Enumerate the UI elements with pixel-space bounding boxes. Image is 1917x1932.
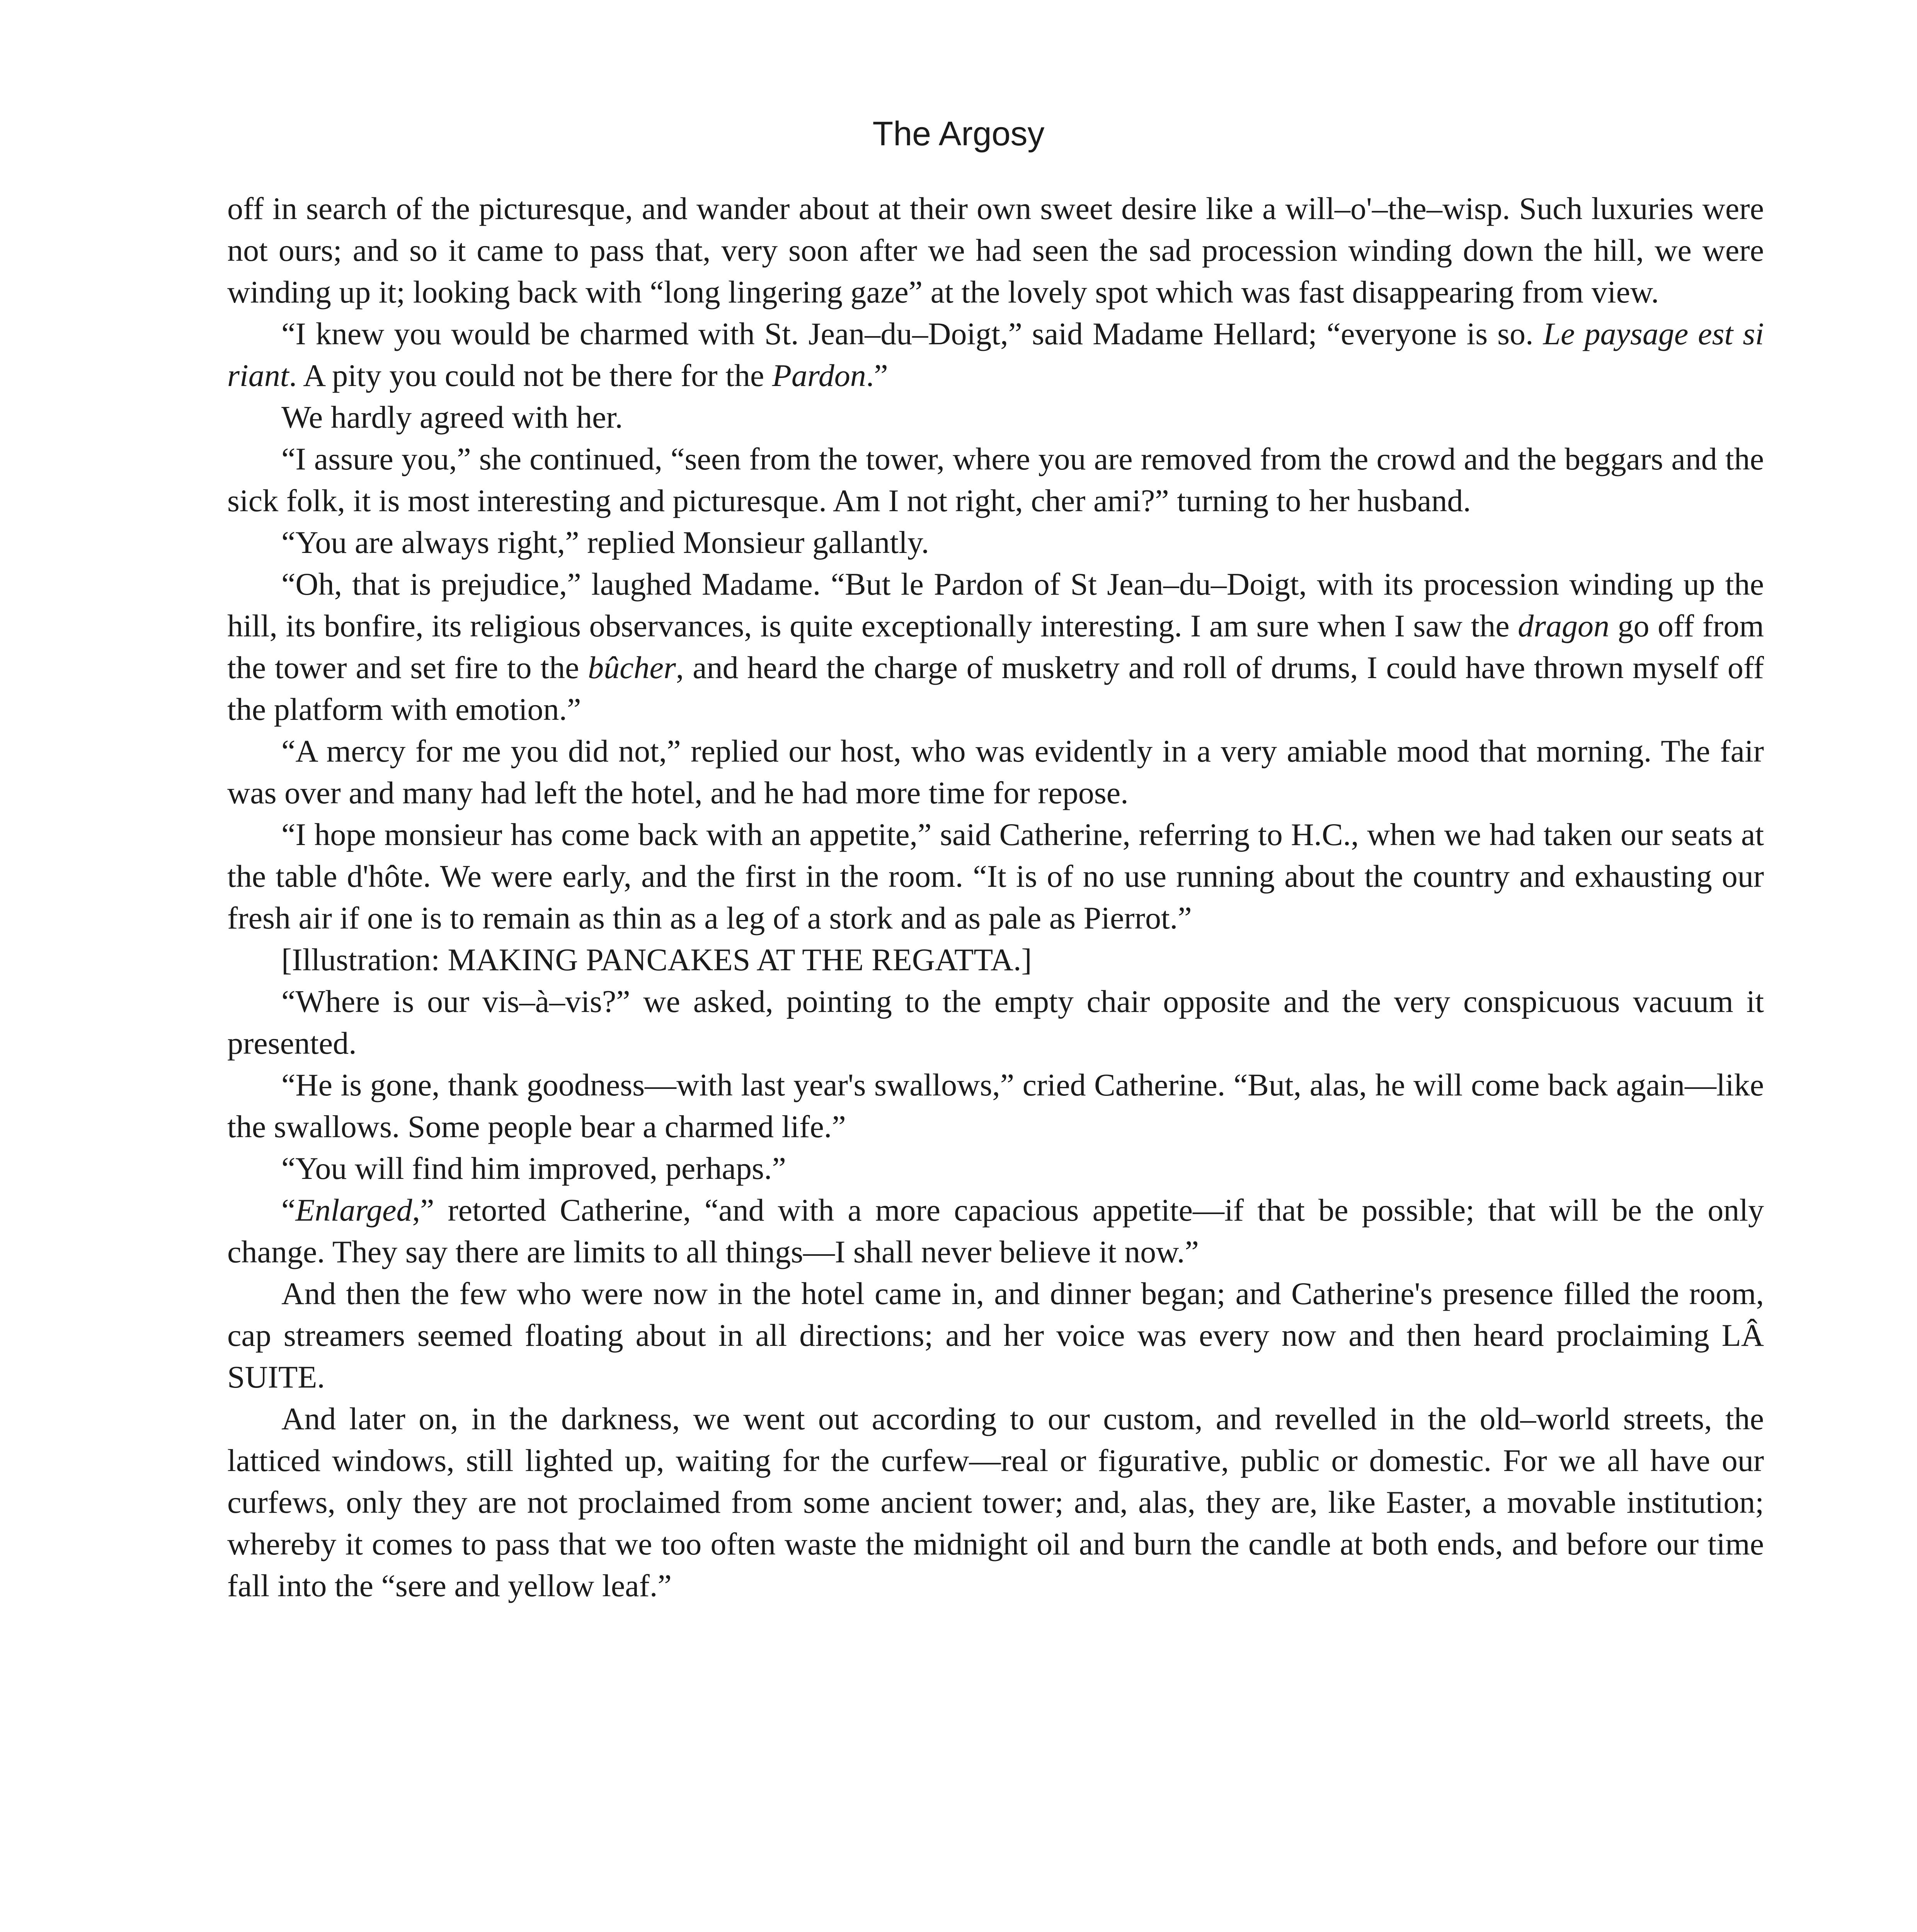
paragraph [227,1189,1764,1273]
text-run: .” [866,358,888,393]
text-run: “You are always right,” replied Monsieur gallantly. [281,525,930,560]
paragraph [227,939,1764,981]
paragraph [227,981,1764,1064]
text-run: “I assure you,” she continued, “seen from the tower, where you are removed from the crowd and the beggars and the sick folk, it is most interesting and picturesque. Am I not right, cher ami?” turning to her husband. [227,441,1764,518]
italic-text: Enlarged [295,1192,412,1228]
text-run: “Oh, that is prejudice,” laughed Madame. “But le Pardon of St Jean–du–Doigt, with its procession winding up the hill, its bonfire, its religious observances, is quite exceptionally interesting. I am sure when I saw the [227,566,1764,643]
paragraph [227,313,1764,396]
italic-text: bûcher [588,650,676,685]
paragraph [227,730,1764,814]
paragraph [227,438,1764,522]
text-run: “He is gone, thank goodness—with last year's swallows,” cried Catherine. “But, alas, he will come back again—like the swallows. Some people bear a charmed life.” [227,1067,1764,1144]
italic-text: Le paysage est si riant [227,316,1764,393]
text-run: “You will find him improved, perhaps.” [281,1151,786,1186]
text-run: We hardly agreed with her. [281,400,623,435]
text-run: [Illustration: MAKING PANCAKES AT THE REGATTA.] [281,942,1032,977]
italic-text: Pardon [772,358,866,393]
text-run: , and heard the charge of musketry and roll of drums, I could have thrown myself off the platform with emotion.” [227,650,1764,727]
body-text [227,188,1764,1607]
paragraph [227,1398,1764,1607]
text-run: “I knew you would be charmed with St. Jean–du–Doigt,” said Madame Hellard; “everyone is so. [281,316,1543,351]
paragraph [227,1273,1764,1398]
paragraph [227,396,1764,438]
text-run: And later on, in the darkness, we went out according to our custom, and revelled in the old–world streets, the latticed windows, still lighted up, waiting for the curfew—real or figurative, public or domestic. For we all have our curfews, only they are not proclaimed from some ancient tower; and, alas, they are, like Easter, a movable institution; whereby it comes to pass that we too often waste the midnight oil and burn the candle at both ends, and before our time fall into the “sere and yellow leaf.” [227,1401,1764,1603]
text-run: ,” retorted Catherine, “and with a more capacious appetite—if that be possible; that will be the only change. They say there are limits to all things—I shall never believe it now.” [227,1192,1764,1269]
paragraph [227,814,1764,939]
text-run: “I hope monsieur has come back with an appetite,” said Catherine, referring to H.C., when we had taken our seats at the table d'hôte. We were early, and the first in the room. “It is of no use running about the country and exhausting our fresh air if one is to remain as thin as a leg of a stork and as pale as Pierrot.” [227,817,1764,935]
text-run: “Where is our vis–à–vis?” we asked, pointing to the empty chair opposite and the very conspicuous vacuum it presented. [227,984,1764,1061]
paragraph [227,1148,1764,1189]
running-header: The Argosy [872,114,1045,153]
paragraph [227,188,1764,313]
text-run: “A mercy for me you did not,” replied our host, who was evidently in a very amiable mood that morning. The fair was over and many had left the hotel, and he had more time for repose. [227,733,1764,810]
text-run: And then the few who were now in the hotel came in, and dinner began; and Catherine's presence filled the room, cap streamers seemed floating about in all directions; and her voice was every now and then heard proclaiming LÂ SUITE. [227,1276,1764,1395]
paragraph [227,1064,1764,1148]
italic-text: dragon [1518,608,1610,643]
text-run: “ [281,1192,296,1228]
text-run: go off from the tower and set fire to the [227,608,1764,685]
text-run: off in search of the picturesque, and wander about at their own sweet desire like a will–o'–the–wisp. Such luxuries were not ours; and so it came to pass that, very soon after we had seen the sad procession winding down the hill, we were winding up it; looking back with “long lingering gaze” at the lovely spot which was fast disappearing from view. [227,191,1764,310]
paragraph [227,563,1764,730]
paragraph [227,522,1764,563]
text-run: . A pity you could not be there for the [289,358,772,393]
